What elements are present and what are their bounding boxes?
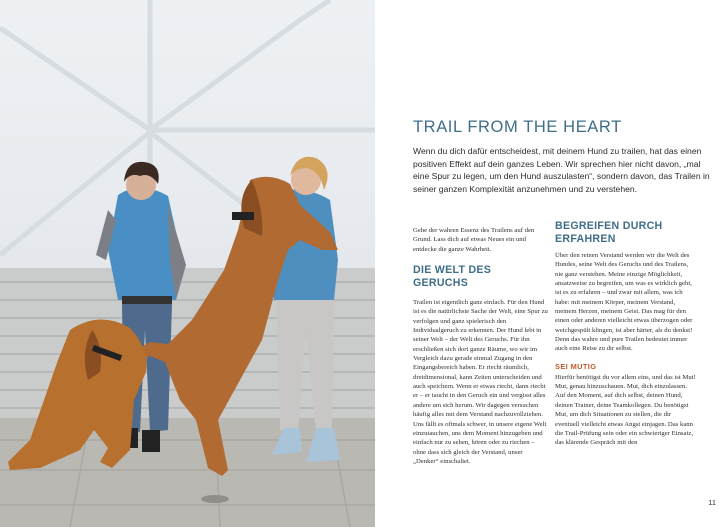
intro-paragraph: Gehe der wahren Essenz des Trailens auf den Grund. Lass dich auf etwas Neues ein und entdecke die ganze Wahrheit.	[413, 227, 535, 253]
section-text-mutig: Hierfür benötigst du vor allem eins, und das ist Mut! Mut, genau hinzuschauen. Mut, dich einzulassen. Auf den Moment, auf dich selbst, deinen Hund, deinen Trainer, deine Teamkollegen. Du benötigst Mut, um dich Situationen zu stellen, die dir eventuell vielleicht etwas Angst einjagen. Das kann die Trail-Prüfung sein oder ein schwieriger Einsatz, das klärende Gespräch mit den	[555, 373, 696, 447]
floor-drain	[201, 495, 229, 503]
section-heading-welt: DIE WELT DES GERUCHS	[413, 264, 492, 290]
text-page	[375, 0, 720, 527]
page-title: TRAIL FROM THE HEART	[413, 118, 622, 136]
left-column	[413, 226, 549, 466]
page-number: 11	[708, 498, 716, 507]
section-text-begreifen: Über den reinen Verstand werden wir die Welt des Hundes, seine Welt des Geruchs und des Trailens, nie ganz verstehen. Meine einzige Möglichkeit, ansatzweise zu begreifen, um was es wirklich geht, ist es zu erfahren – und zwar mit allem, was ich habe: mit meinem Körper, meinem Verstand, meinem Herzen, meinem Geist. Das mag für den einen oder anderen vielleicht etwas überzogen oder weichgespült klingen, ist aber härter, als du denkst! Denn das wahre und pure Trailen bedeutet immer auch eine Reise zu dir selbst.	[555, 252, 693, 353]
right-column	[555, 220, 697, 448]
lead-paragraph: Wenn du dich dafür entscheidest, mit deinem Hund zu trailen, hat das einen positiven Effekt auf dein ganzes Leben. Wir sprechen hier nicht davon, „mal eine Spur zu legen, um den Hund auszulasten“, sondern davon, das Trailen in seiner ganzen Komplexität anzunehmen und zu verstehen.	[413, 146, 710, 194]
section-heading-mutig: SEI MUTIG	[555, 361, 597, 371]
section-text-welt: Trailen ist eigentlich ganz einfach. Für den Hund ist es die natürlichste Sache der Welt, eine Spur zu verfolgen und ganz spielerisch den Individualgeruch zu erkennen. Der Hund lebt in seiner Welt – der Welt des Geruchs. Für ihn erschließen sich dort ganze Räume, wo wir im Vergleich dazu gerade einmal Zugang in den Eingangsbereich haben. Er riecht räumlich, dreidimensional, kann Zeiten unterscheiden und auch speichern. Wenn er etwas riecht, dann riecht er – er taucht in den Geruch ein und vergisst alles andere um sich herum. Wir dagegen versuchen häufig alles mit dem Verstand nachzuvollziehen. Uns fällt es oftmals schwer, in unsere eigene Welt einzutauchen, uns dem Moment hinzugeben und einfach nur zu sehen, hören oder zu riechen – ohne dass sich gleich der Verstand, unser „Denker“ einschaltet.	[413, 299, 548, 465]
section-heading-begreifen: BEGREIFEN DURCH ERFAHREN	[555, 220, 663, 245]
